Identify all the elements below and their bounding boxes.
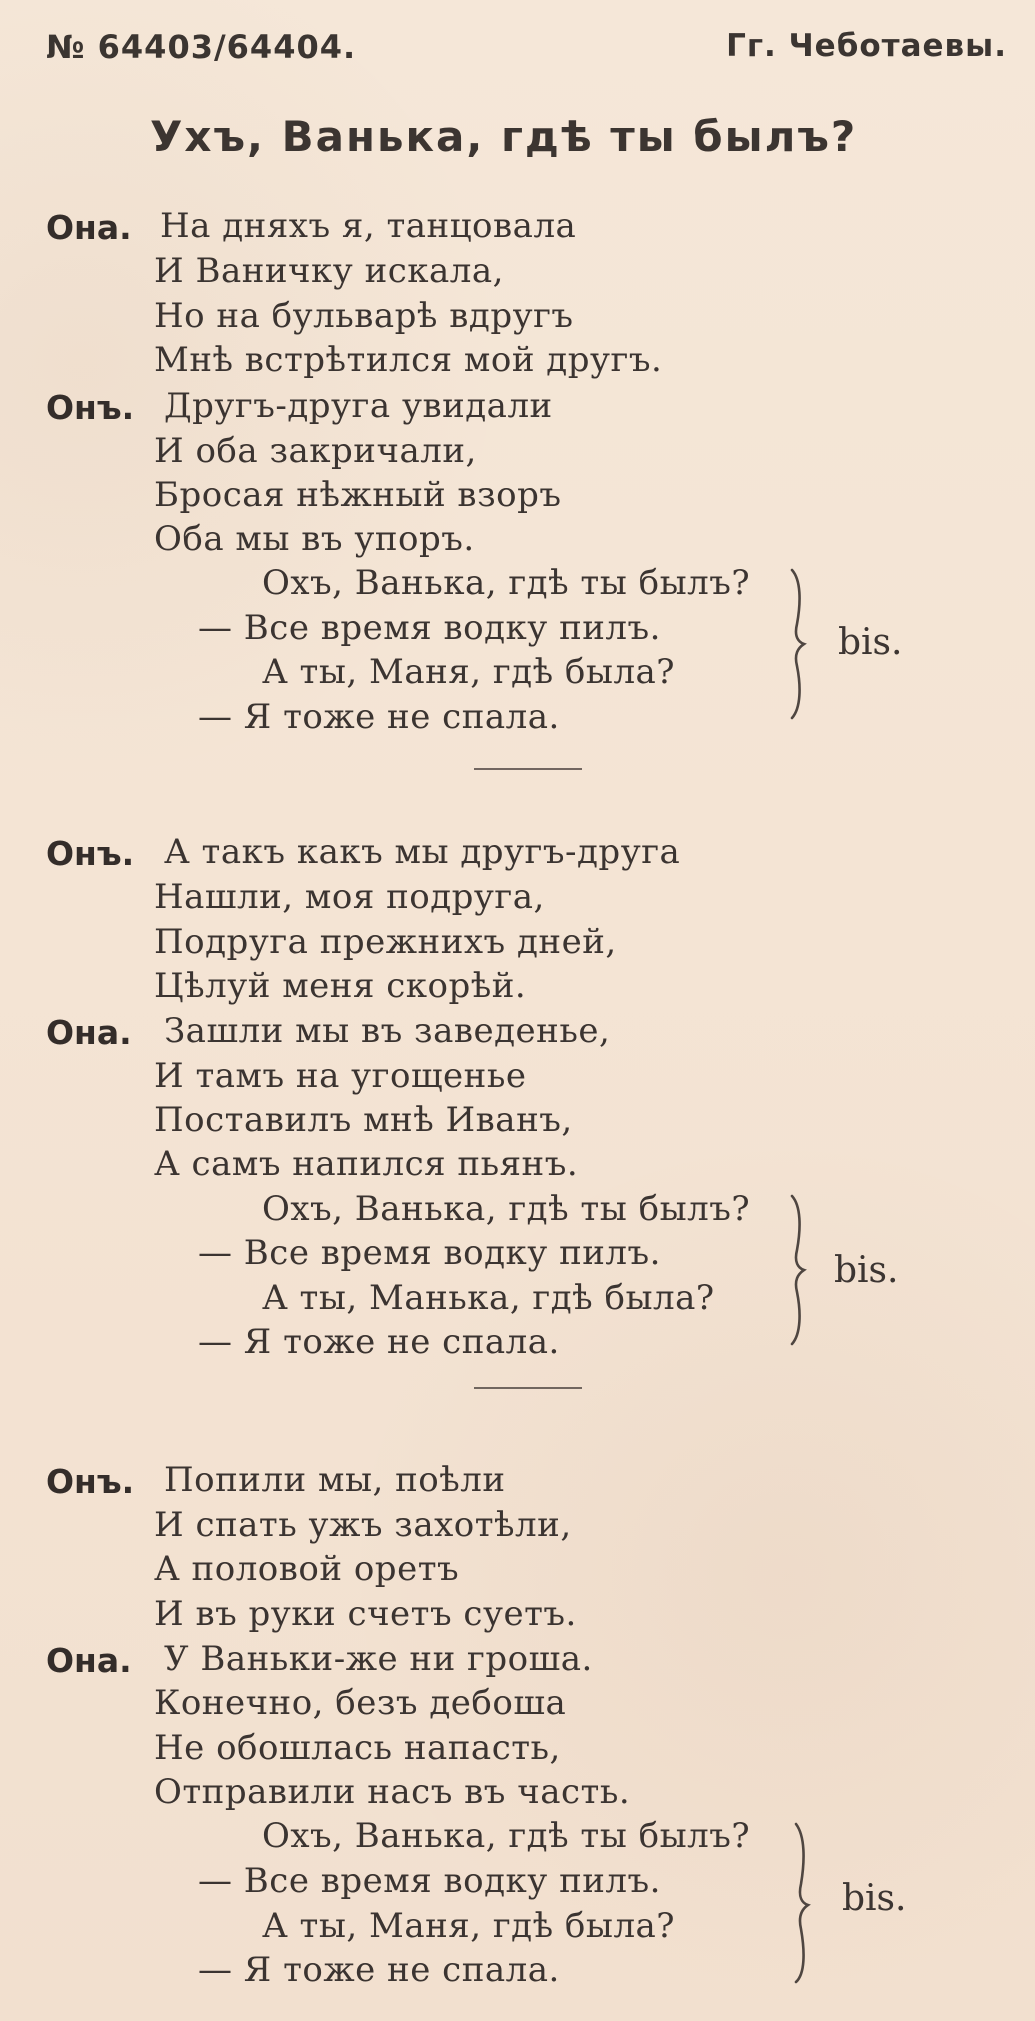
verse-3-line-4: И въ руки счетъ суетъ. [154, 1594, 577, 1634]
verse-1-line-7: Бросая нѣжный взоръ [154, 475, 562, 515]
verse-1-refrain-1: Охъ, Ванька, гдѣ ты былъ? [262, 563, 751, 603]
verse-2-speaker-1: Онъ. [46, 834, 135, 873]
verse-3-line-6: Конечно, безъ дебоша [154, 1683, 567, 1723]
verse-1-brace [786, 564, 810, 724]
song-title: Ухъ, Ванька, гдѣ ты былъ? [150, 112, 858, 161]
verse-3-refrain-2: — Все время водку пилъ. [198, 1861, 661, 1901]
verse-3-refrain-3: А ты, Маня, гдѣ была? [262, 1906, 676, 1946]
verse-3-line-1: Попили мы, поѣли [164, 1460, 506, 1500]
verse-1-line-3: Но на бульварѣ вдругъ [154, 296, 574, 336]
verse-2-line-8: А самъ напился пьянъ. [154, 1144, 579, 1184]
verse-3-brace [790, 1818, 814, 1988]
verse-2-refrain-4: — Я тоже не спала. [198, 1322, 560, 1362]
verse-1-speaker-1: Она. [46, 208, 132, 247]
verse-1-refrain-3: А ты, Маня, гдѣ была? [262, 652, 676, 692]
verse-2-line-5: Зашли мы въ заведенье, [164, 1011, 611, 1051]
verse-1-refrain-2: — Все время водку пилъ. [198, 608, 661, 648]
catalog-number: № 64403/64404. [46, 28, 357, 66]
verse-1-refrain-4: — Я тоже не спала. [198, 697, 560, 737]
verse-1-line-4: Мнѣ встрѣтился мой другъ. [154, 340, 663, 380]
verse-3-line-2: И спать ужъ захотѣли, [154, 1505, 572, 1545]
verse-1-line-1: На дняхъ я, танцовала [160, 206, 577, 246]
verse-2-refrain-3: А ты, Манька, гдѣ была? [262, 1278, 715, 1318]
verse-2-refrain-2: — Все время водку пилъ. [198, 1233, 661, 1273]
verse-3-speaker-1: Онъ. [46, 1462, 135, 1501]
verse-1-line-5: Другъ-друга увидали [164, 386, 553, 426]
verse-2-brace [786, 1190, 810, 1350]
verse-2-line-6: И тамъ на угощенье [154, 1056, 527, 1096]
verse-2-bis: bis. [834, 1250, 899, 1291]
verse-divider-1 [474, 768, 582, 770]
verse-3-refrain-1: Охъ, Ванька, гдѣ ты былъ? [262, 1816, 751, 1856]
verse-3-speaker-2: Она. [46, 1641, 132, 1680]
verse-2-refrain-1: Охъ, Ванька, гдѣ ты былъ? [262, 1189, 751, 1229]
verse-3-line-8: Отправили насъ въ часть. [154, 1772, 631, 1812]
verse-2-line-1: А такъ какъ мы другъ-друга [164, 832, 681, 872]
verse-1-line-2: И Ваничку искала, [154, 251, 504, 291]
verse-1-speaker-2: Онъ. [46, 388, 135, 427]
verse-2-line-2: Нашли, моя подруга, [154, 877, 545, 917]
verse-1-line-8: Оба мы въ упоръ. [154, 519, 475, 559]
verse-3-refrain-4: — Я тоже не спала. [198, 1950, 560, 1990]
verse-2-line-7: Поставилъ мнѣ Иванъ, [154, 1100, 573, 1140]
verse-3-line-7: Не обошлась напасть, [154, 1728, 561, 1768]
verse-2-line-3: Подруга прежнихъ дней, [154, 922, 617, 962]
verse-2-speaker-2: Она. [46, 1013, 132, 1052]
verse-3-line-3: А половой оретъ [154, 1549, 460, 1589]
verse-1-line-6: И оба закричали, [154, 431, 477, 471]
authors: Гг. Чеботаевы. [726, 28, 1007, 64]
verse-2-line-4: Цѣлуй меня скорѣй. [154, 966, 527, 1006]
verse-1-bis: bis. [838, 622, 903, 663]
verse-3-line-5: У Ваньки-же ни гроша. [164, 1639, 593, 1679]
verse-3-bis: bis. [842, 1878, 907, 1919]
verse-divider-2 [474, 1387, 582, 1389]
